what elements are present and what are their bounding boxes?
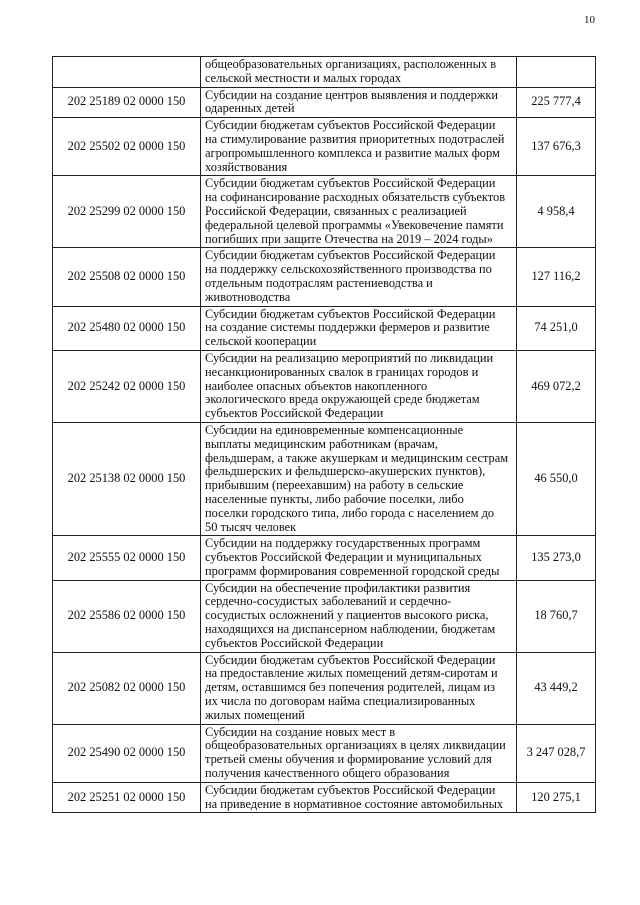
amount-cell: 43 449,2 [517, 652, 596, 724]
table-body [53, 57, 596, 813]
description-line: Субсидии на обеспечение профилактики развития [205, 580, 471, 595]
table-row [53, 176, 596, 248]
budget-code-cell: 202 25251 02 0000 150 [53, 782, 201, 813]
table-row [53, 652, 596, 724]
budget-code-cell: 202 25189 02 0000 150 [53, 87, 201, 118]
description-line: погибших при защите Отечества на 2019 – 2024 годы» [205, 231, 493, 246]
description-line: сердечно-сосудистых заболеваний и сердечно- [205, 594, 452, 609]
description-line: Субсидии на создание центров выявления и поддержки [205, 87, 499, 102]
description-line: на софинансирование расходных обязательств субъектов [205, 190, 506, 205]
description-line: Субсидии бюджетам субъектов Российской Федерации [205, 782, 496, 797]
description-line: федеральной целевой программы «Увековечение памяти [205, 217, 504, 232]
description-line: Субсидии бюджетам субъектов Российской Федерации [205, 176, 496, 191]
table-row [53, 724, 596, 782]
description-line: на стимулирование развития приоритетных подотраслей [205, 131, 505, 146]
description-cell [201, 782, 517, 813]
table-row [53, 536, 596, 580]
description-line: животноводства [205, 289, 291, 304]
table-row [53, 57, 596, 88]
description-line: фельдшерам, а также акушеркам и медицинским сестрам [205, 450, 509, 465]
amount-cell: 127 116,2 [517, 248, 596, 306]
description-line: сосудистых осложнений у пациентов высокого риска, [205, 608, 489, 623]
description-cell [201, 422, 517, 535]
description-cell [201, 118, 517, 176]
description-line: на предоставление жилых помещений детям-сиротам и [205, 666, 498, 681]
description-cell [201, 652, 517, 724]
budget-code-cell: 202 25586 02 0000 150 [53, 580, 201, 652]
amount-cell: 74 251,0 [517, 306, 596, 350]
description-cell [201, 724, 517, 782]
amount-cell: 46 550,0 [517, 422, 596, 535]
description-line: Российской Федерации, связанных с реализацией [205, 203, 467, 218]
amount-cell: 225 777,4 [517, 87, 596, 118]
description-cell [201, 580, 517, 652]
description-line: выплаты медицинским работникам (врачам, [205, 436, 438, 451]
description-line: поселки городского типа, либо города с населением до [205, 505, 495, 520]
budget-code-cell: 202 25502 02 0000 150 [53, 118, 201, 176]
budget-code-cell: 202 25508 02 0000 150 [53, 248, 201, 306]
description-line: сельской кооперации [205, 334, 317, 349]
amount-cell: 4 958,4 [517, 176, 596, 248]
amount-cell: 120 275,1 [517, 782, 596, 813]
description-cell [201, 536, 517, 580]
description-line: одаренных детей [205, 101, 295, 116]
subsidies-table [52, 56, 596, 813]
description-line: общеобразовательных организациях в целях ликвидации [205, 738, 506, 753]
description-line: жилых помещений [205, 707, 305, 722]
table-row [53, 248, 596, 306]
amount-cell [517, 57, 596, 88]
description-line: их числа по договорам найма специализированных [205, 694, 476, 709]
amount-cell: 135 273,0 [517, 536, 596, 580]
description-line: третьей смены обучения и формирование условий для [205, 752, 492, 767]
table-row [53, 782, 596, 813]
description-line: прибывшим (переехавшим) на работу в сельские [205, 478, 464, 493]
description-cell [201, 87, 517, 118]
description-line: субъектов Российской Федерации [205, 406, 384, 421]
description-line: на приведение в нормативное состояние автомобильных [205, 796, 504, 811]
description-line: Субсидии на единовременные компенсационные [205, 422, 464, 437]
description-line: 50 тысяч человек [205, 519, 297, 534]
budget-code-cell [53, 57, 201, 88]
description-line: Субсидии бюджетам субъектов Российской Федерации [205, 306, 496, 321]
description-cell [201, 248, 517, 306]
description-line: на создание системы поддержки фермеров и развитие [205, 320, 490, 335]
table-row [53, 580, 596, 652]
description-line: общеобразовательных организациях, расположенных в [205, 57, 497, 71]
amount-cell: 3 247 028,7 [517, 724, 596, 782]
budget-code-cell: 202 25555 02 0000 150 [53, 536, 201, 580]
description-cell [201, 57, 517, 88]
budget-code-cell: 202 25480 02 0000 150 [53, 306, 201, 350]
table-row [53, 306, 596, 350]
description-line: Субсидии бюджетам субъектов Российской Федерации [205, 118, 496, 133]
table-row [53, 87, 596, 118]
budget-code-cell: 202 25082 02 0000 150 [53, 652, 201, 724]
description-line: агропромышленного комплекса и развитие малых форм [205, 145, 500, 160]
description-line: хозяйствования [205, 159, 288, 174]
description-line: населенные пункты, либо рабочие поселки, либо [205, 491, 464, 506]
page-number: 10 [584, 14, 595, 26]
description-line: сельской местности и малых городах [205, 70, 402, 85]
description-line: программ формирования современной городской среды [205, 563, 500, 578]
description-line: получения качественного общего образования [205, 766, 450, 781]
table-row [53, 422, 596, 535]
description-line: наиболее опасных объектов накопленного [205, 378, 428, 393]
amount-cell: 137 676,3 [517, 118, 596, 176]
description-line: экологического вреда окружающей среде бюджетам [205, 392, 480, 407]
budget-code-cell: 202 25299 02 0000 150 [53, 176, 201, 248]
description-cell [201, 350, 517, 422]
description-line: фельдшерских и фельдшерско-акушерских пунктов), [205, 464, 486, 479]
amount-cell: 18 760,7 [517, 580, 596, 652]
description-line: Субсидии бюджетам субъектов Российской Федерации [205, 652, 496, 667]
description-line: на поддержку сельскохозяйственного производства по [205, 262, 492, 277]
description-line: субъектов Российской Федерации и муниципальных [205, 550, 482, 565]
budget-code-cell: 202 25242 02 0000 150 [53, 350, 201, 422]
description-cell [201, 176, 517, 248]
description-line: субъектов Российской Федерации [205, 635, 384, 650]
table-row [53, 118, 596, 176]
description-line: отдельным подотраслям растениеводства и [205, 275, 433, 290]
budget-code-cell: 202 25490 02 0000 150 [53, 724, 201, 782]
description-cell [201, 306, 517, 350]
table-row [53, 350, 596, 422]
description-line: Субсидии на создание новых мест в [205, 724, 396, 739]
description-line: Субсидии на поддержку государственных программ [205, 536, 481, 551]
description-line: несанкционированных свалок в границах городов и [205, 364, 479, 379]
description-line: Субсидии на реализацию мероприятий по ликвидации [205, 350, 494, 365]
description-line: находящихся на диспансерном наблюдении, бюджетам [205, 622, 496, 637]
description-line: Субсидии бюджетам субъектов Российской Федерации [205, 248, 496, 263]
description-line: детям, оставшимся без попечения родителей, лицам из [205, 680, 496, 695]
amount-cell: 469 072,2 [517, 350, 596, 422]
budget-code-cell: 202 25138 02 0000 150 [53, 422, 201, 535]
